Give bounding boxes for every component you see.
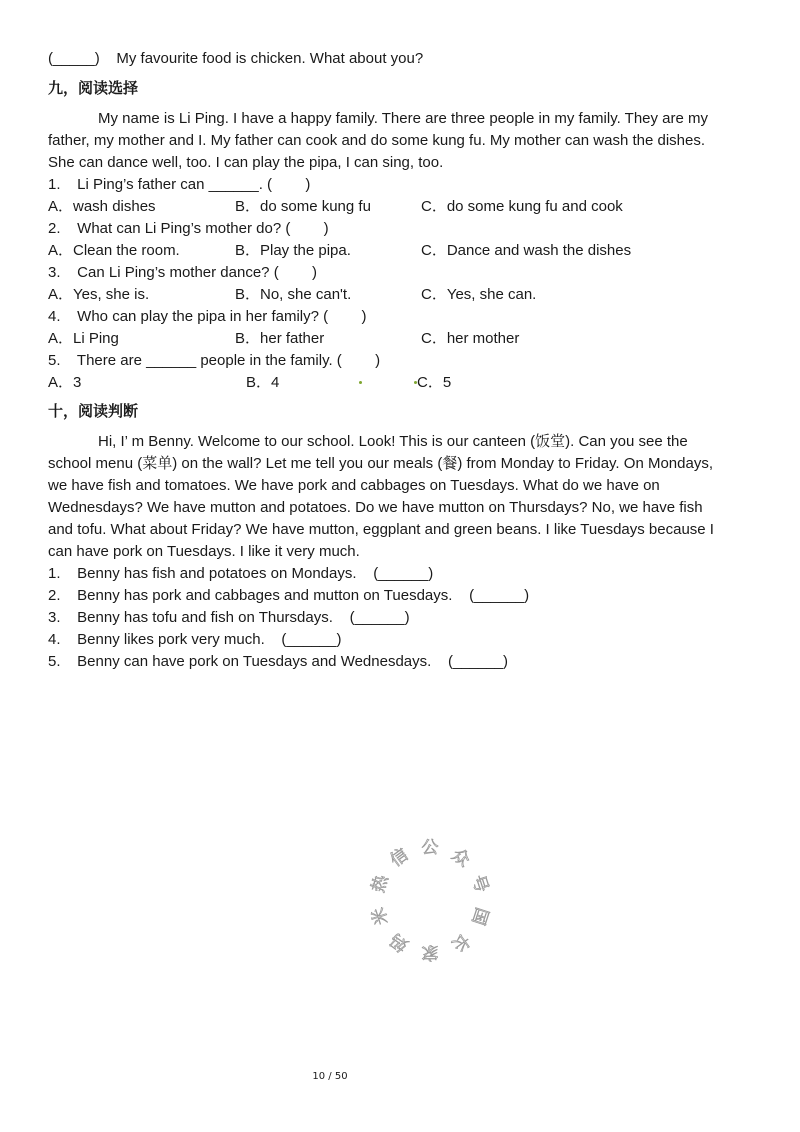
top-question-line: (_____) My favourite food is chicken. What about you? (48, 50, 424, 67)
section9-heading: 九，阅读选择 (48, 80, 139, 97)
question-2: 2. What can Li Ping’s mother do? ( ) (48, 220, 329, 237)
stamp-char: 家 (421, 942, 439, 962)
q2-option-c: C．Dance and wash the dishes (421, 242, 632, 259)
section10-passage-line-2: school menu (菜单) on the wall? Let me tell you our meals (餐) from Monday to Friday. On Mondays, (48, 455, 713, 472)
watermark-stamp (360, 830, 500, 970)
statement-1: 1. Benny has fish and potatoes on Mondays. (______) (48, 565, 434, 582)
stamp-char: 妈 (386, 929, 413, 956)
question-5: 5. There are ______ people in the family. ( ) (48, 352, 381, 369)
stamp-char: 号 (467, 872, 492, 896)
statement-2: 2. Benny has pork and cabbages and mutton on Tuesdays. (______) (48, 587, 530, 604)
q4-option-a: A．Li Ping (48, 330, 119, 347)
stamp-char: 国 (467, 904, 492, 928)
section10-passage-line-5: and tofu. What about Friday? We have mutton, eggplant and green beans. I like Tuesdays because I (48, 521, 714, 538)
q5-option-a: A．3 (48, 374, 82, 391)
section10-passage-line-3: we have fish and tomatoes. We have pork and cabbages on Tuesdays. What do we have on (48, 477, 660, 494)
section9-passage-line-1: My name is Li Ping. I have a happy family. There are three people in my family. They are my (48, 110, 709, 127)
question-4: 4. Who can play the pipa in her family? ( ) (48, 308, 367, 325)
section9-passage-line-3: She can dance well, too. I can play the pipa, I can sing, too. (48, 154, 444, 171)
q2-option-a: A．Clean the room. (48, 242, 180, 259)
q4-option-b: B．her father (235, 330, 325, 347)
q1-option-c: C．do some kung fu and cook (421, 198, 623, 215)
question-3: 3. Can Li Ping’s mother dance? ( ) (48, 264, 318, 281)
q3-option-a: A．Yes, she is. (48, 286, 150, 303)
stamp-char: 热 (368, 872, 393, 896)
q1-option-b: B．do some kung fu (235, 198, 371, 215)
stamp-char: 众 (447, 844, 474, 871)
question-1: 1. Li Ping’s father can ______. ( ) (48, 176, 311, 193)
q5-option-b: B．4 (246, 374, 280, 391)
stamp-char: 公 (421, 838, 439, 858)
q3-option-b: B．No, she can't. (235, 286, 352, 303)
section10-passage-line-6: can have pork on Tuesdays. I like it very much. (48, 543, 360, 560)
q1-option-a: A．wash dishes (48, 198, 156, 215)
section9-passage-line-2: father, my mother and I. My father can cook and do some kung fu. My mother can wash the dishes. (48, 132, 705, 149)
stamp-char: 信 (386, 844, 413, 871)
q2-option-b: B．Play the pipa. (235, 242, 351, 259)
page-number: 10 / 50 (312, 1071, 348, 1082)
section10-passage-line-1: Hi, I’ m Benny. Welcome to our school. Look! This is our canteen (饭堂). Can you see the (48, 433, 688, 450)
section10-passage-line-4: Wednesdays? We have mutton and potatoes. Do we have mutton on Thursdays? No, we have fish (48, 499, 703, 516)
section10-heading: 十，阅读判断 (48, 403, 139, 420)
stray-dot-mark (359, 381, 362, 384)
statement-3: 3. Benny has tofu and fish on Thursdays. (______) (48, 609, 410, 626)
stray-dot-mark (414, 381, 417, 384)
stamp-char: 长 (447, 929, 474, 956)
q3-option-c: C．Yes, she can. (421, 286, 537, 303)
q5-option-c: C．5 (417, 374, 452, 391)
stamp-char: 米 (368, 904, 393, 928)
statement-4: 4. Benny likes pork very much. (______) (48, 631, 342, 648)
statement-5: 5. Benny can have pork on Tuesdays and Wednesdays. (______) (48, 653, 509, 670)
q4-option-c: C．her mother (421, 330, 520, 347)
